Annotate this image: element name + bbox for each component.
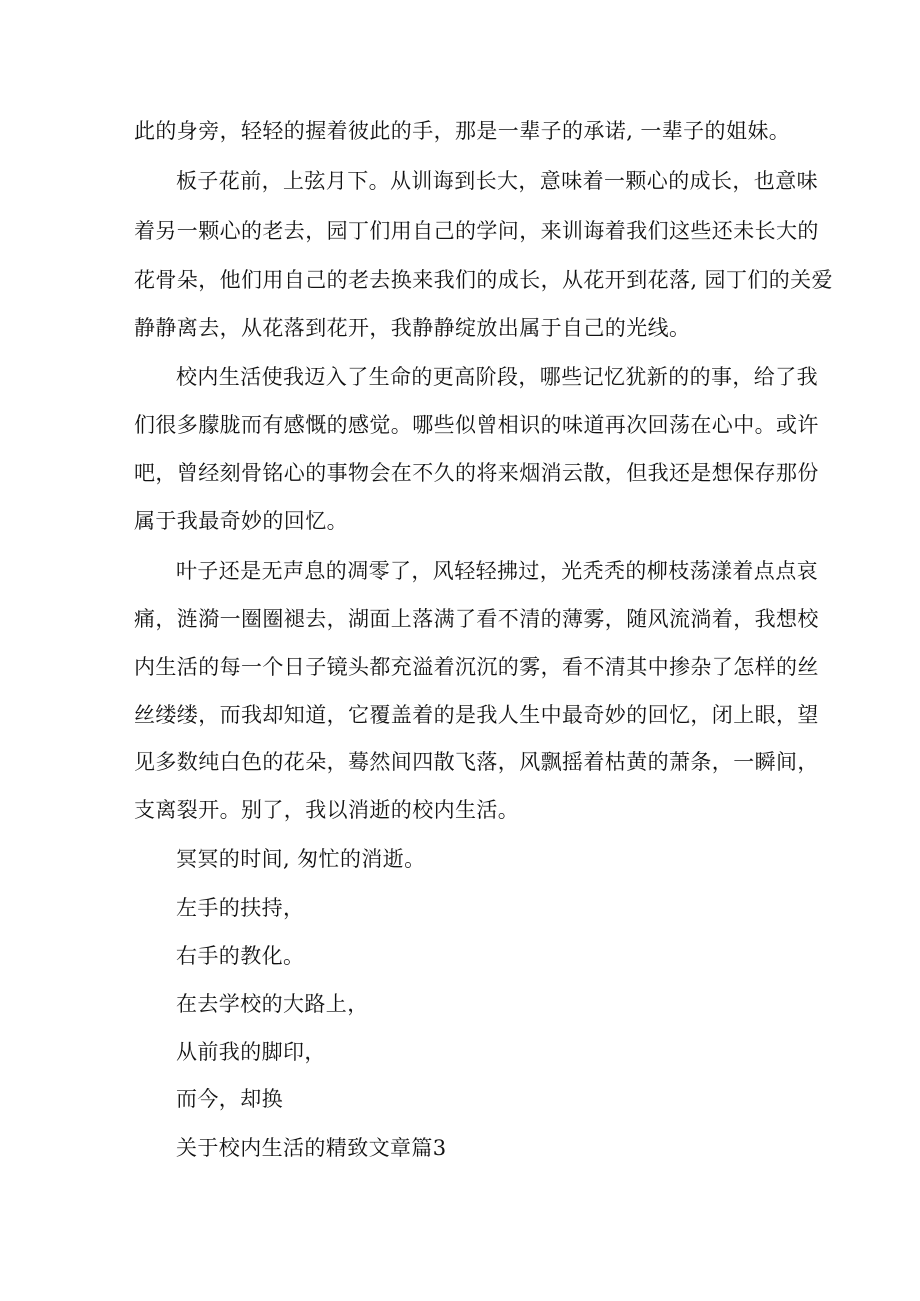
paragraph-line: 板子花前，上弦月下。从训诲到长大，意味着一颗心的成长，也意味	[176, 169, 818, 193]
poem-line: 右手的教化。	[176, 944, 305, 968]
paragraph-line: 此的身旁，轻轻的握着彼此的手，那是一辈子的承诺, 一辈子的姐妹。	[134, 119, 791, 143]
poem-line: 左手的扶持，	[176, 896, 305, 920]
paragraph-line: 静静离去，从花落到花开，我静静绽放出属于自己的光线。	[134, 316, 691, 340]
paragraph-line: 叶子还是无声息的凋零了，风轻轻拂过，光秃秃的柳枝荡漾着点点哀	[176, 559, 818, 583]
poem-line: 从前我的脚印，	[176, 1040, 326, 1064]
paragraph-line: 支离裂开。别了，我以消逝的校内生活。	[134, 798, 520, 822]
poem-line: 在去学校的大路上，	[176, 992, 369, 1016]
section-heading: 关于校内生活的精致文章篇3	[176, 1136, 447, 1160]
poem-line: 而今，却换	[176, 1087, 283, 1111]
poem-line: 冥冥的时间, 匆忙的消逝。	[176, 847, 426, 871]
paragraph-line: 们很多朦胧而有感慨的感觉。哪些似曾相识的味道再次回荡在心中。或许	[134, 413, 819, 437]
paragraph-line: 内生活的每一个日子镜头都充溢着沉沉的雾，看不清其中掺杂了怎样的丝	[134, 655, 819, 679]
paragraph-line: 校内生活使我迈入了生命的更高阶段，哪些记忆犹新的的事，给了我	[176, 365, 818, 389]
paragraph-line: 丝缕缕，而我却知道，它覆盖着的是我人生中最奇妙的回忆，闭上眼，望	[134, 703, 819, 727]
paragraph-line: 着另一颗心的老去，园丁们用自己的学问，来训诲着我们这些还未长大的	[134, 219, 819, 243]
paragraph-line: 花骨朵，他们用自己的老去换来我们的成长，从花开到花落, 园丁们的关爱	[134, 268, 833, 292]
paragraph-line: 痛，涟漪一圈圈褪去，湖面上落满了看不清的薄雾，随风流淌着，我想校	[134, 607, 819, 631]
paragraph-line: 吧，曾经刻骨铭心的事物会在不久的将来烟消云散，但我还是想保存那份	[134, 461, 819, 485]
paragraph-line: 见多数纯白色的花朵，蓦然间四散飞落，风飘摇着枯黄的萧条，一瞬间，	[134, 750, 819, 774]
paragraph-line: 属于我最奇妙的回忆。	[134, 509, 348, 533]
